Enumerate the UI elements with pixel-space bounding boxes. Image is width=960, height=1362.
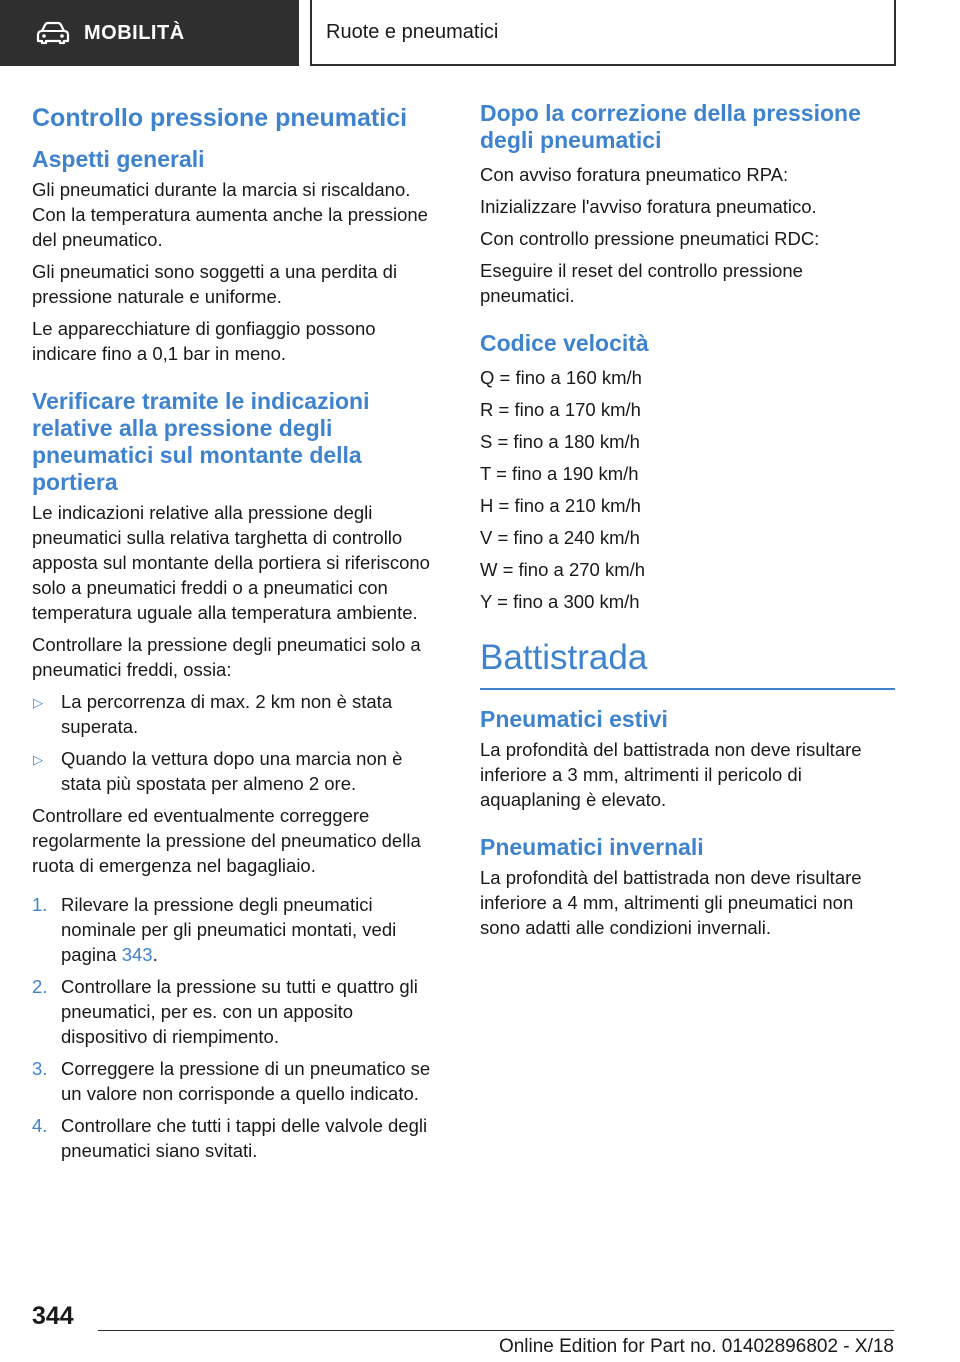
heading-rule (480, 688, 895, 690)
chapter-tab (310, 0, 896, 66)
bullet-text: La percorrenza di max. 2 km non è stata superata. (61, 691, 393, 737)
page-header (0, 0, 960, 66)
speed-line: R = fino a 170 km/h (480, 399, 641, 420)
step-text: Controllare che tutti i tappi delle valvole degli pneumatici siano svitati. (61, 1115, 428, 1161)
speed-line: S = fino a 180 km/h (480, 431, 640, 452)
speed-line: Y = fino a 300 km/h (480, 591, 640, 612)
winter-text: La profondità del battistrada non deve risultare inferiore a 4 mm, altrimenti gli pneumatici non sono adatti alle condizioni invernali. (480, 867, 862, 938)
right-column (480, 100, 892, 947)
speed-line: Q = fino a 160 km/h (480, 367, 642, 388)
general-paragraph-3: Le apparecchiature di gonfiaggio possono indicare fino a 0,1 bar in meno. (32, 318, 376, 364)
footer-rule (98, 1330, 894, 1331)
speed-line: T = fino a 190 km/h (480, 463, 639, 484)
after-heading: Dopo la correzione della pressione degli pneumatici (480, 100, 861, 153)
after-paragraph-2: Inizializzare l'avviso foratura pneumatico. (480, 196, 817, 217)
general-heading: Aspetti generali (32, 146, 205, 172)
page-link[interactable]: 343 (121, 944, 153, 965)
after-paragraph-1: Con avviso foratura pneumatico RPA: (480, 164, 789, 185)
edition-text: Online Edition for Part no. 01402896802 - X/18 (498, 1336, 894, 1357)
speed-heading: Codice velocità (480, 330, 649, 356)
summer-text: La profondità del battistrada non deve risultare inferiore a 3 mm, altrimenti il pericolo di aquaplaning è elevato. (480, 739, 862, 810)
winter-heading: Pneumatici invernali (480, 834, 704, 860)
section-label: MOBILITÀ (84, 21, 185, 44)
car-icon (36, 21, 70, 45)
chapter-label: Ruote e pneumatici (326, 20, 499, 43)
step-text-tail: . (152, 944, 158, 965)
speed-line: V = fino a 240 km/h (480, 527, 640, 548)
step-number: 2. (32, 976, 48, 997)
after-paragraph-4: Eseguire il reset del controllo pressione pneumatici. (480, 260, 803, 306)
step-number: 4. (32, 1115, 48, 1136)
verify-paragraph-2: Controllare la pressione degli pneumatici solo a pneumatici freddi, ossia: (32, 634, 421, 680)
section-title: Controllo pressione pneumatici (32, 104, 408, 132)
step-number: 1. (32, 894, 48, 915)
steps-list (32, 892, 444, 1163)
step-text: Controllare la pressione su tutti e quattro gli pneumatici, per es. con un apposito dispositivo di riempimento. (61, 976, 418, 1047)
page-number: 344 (32, 1302, 74, 1330)
chapter-heading: Battistrada (480, 638, 648, 677)
speed-line: H = fino a 210 km/h (480, 495, 641, 516)
general-paragraph-2: Gli pneumatici sono soggetti a una perdita di pressione naturale e uniforme. (32, 261, 398, 307)
left-column (32, 100, 444, 1170)
verify-heading: Verificare tramite le indicazioni relative alla pressione degli pneumatici sul montante della portiera (32, 388, 370, 495)
triangle-bullet-icon: ▷ (33, 695, 43, 710)
step-text: Correggere la pressione di un pneumatico se un valore non corrisponde a quello indicato. (61, 1058, 431, 1104)
verify-paragraph-1: Le indicazioni relative alla pressione degli pneumatici sulla relativa targhetta di controllo apposta sul montante della portiera si riferiscono solo a pneumatici freddi o a pneumatici con temperatura uguale alla temperatura ambiente. (32, 502, 430, 623)
step-number: 3. (32, 1058, 48, 1079)
after-paragraph-3: Con controllo pressione pneumatici RDC: (480, 228, 820, 249)
speed-line: W = fino a 270 km/h (480, 559, 646, 580)
step-text: Rilevare la pressione degli pneumatici nominale per gli pneumatici montati, vedi pagina (61, 894, 397, 965)
step-item (32, 1113, 444, 1163)
step-item (32, 1056, 444, 1106)
step-item (32, 892, 444, 967)
verify-paragraph-3: Controllare ed eventualmente correggere regolarmente la pressione del pneumatico della ruota di emergenza nel bagagliaio. (32, 805, 421, 876)
bullet-item (32, 689, 444, 739)
bullet-text: Quando la vettura dopo una marcia non è stata più spostata per almeno 2 ore. (61, 748, 403, 794)
bullet-item (32, 746, 444, 796)
general-paragraph-1: Gli pneumatici durante la marcia si riscaldano. Con la temperatura aumenta anche la pressione del pneumatico. (32, 179, 428, 250)
step-item (32, 974, 444, 1049)
triangle-bullet-icon: ▷ (33, 752, 43, 767)
section-tab (0, 0, 299, 66)
summer-heading: Pneumatici estivi (480, 706, 668, 732)
